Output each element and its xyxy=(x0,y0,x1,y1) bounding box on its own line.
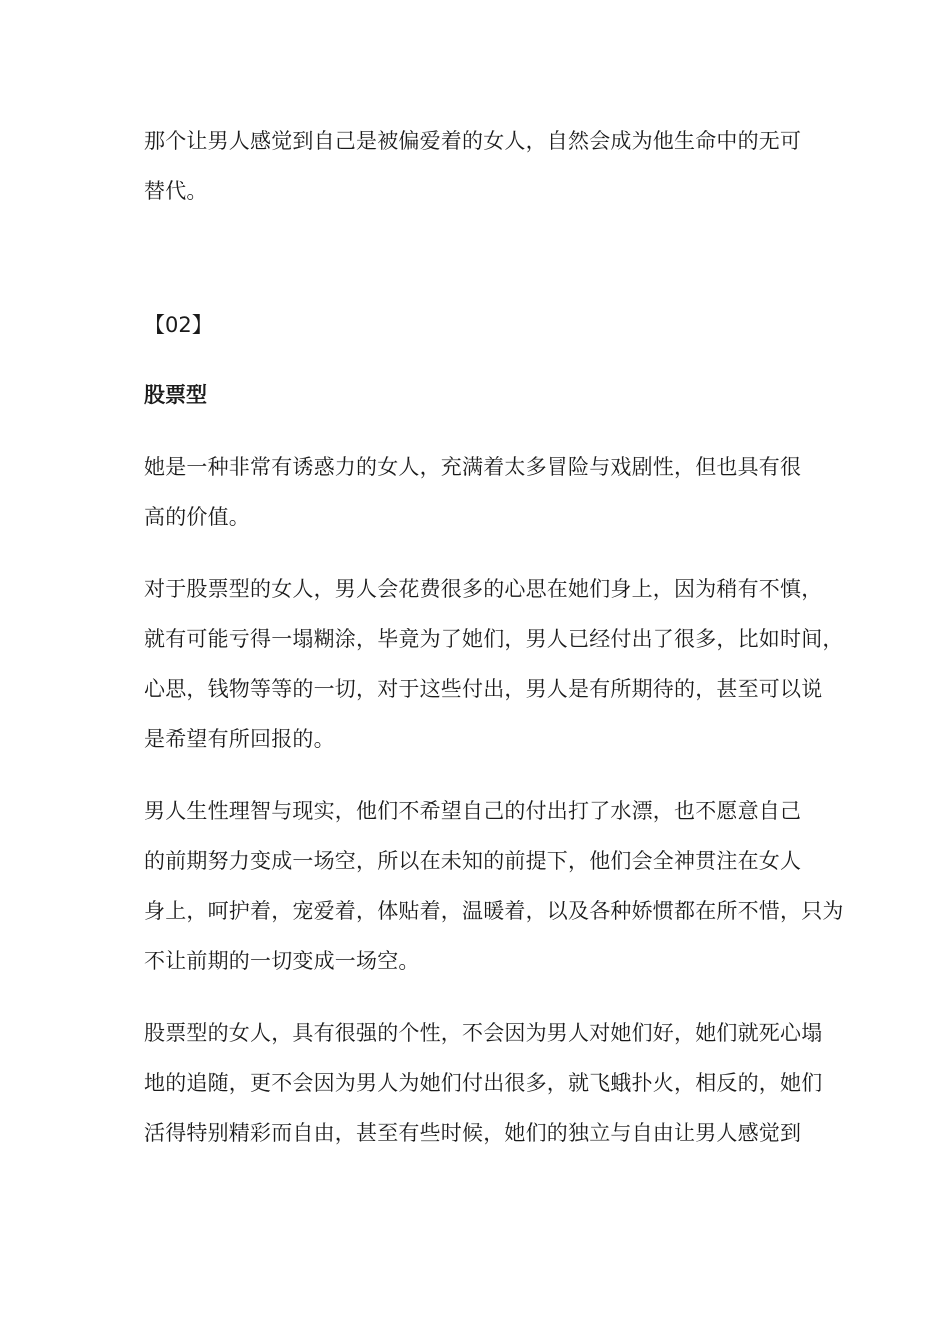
text-line: 对于股票型的女人，男人会花费很多的心思在她们身上，因为稍有不慎， xyxy=(144,577,823,601)
paragraph-intro xyxy=(144,116,812,216)
text-line: 男人生性理智与现实，他们不希望自己的付出打了水漂，也不愿意自己 xyxy=(144,799,802,823)
text-line: 是希望有所回报的。 xyxy=(144,727,335,751)
paragraph-1 xyxy=(144,442,812,542)
text-line: 活得特别精彩而自由，甚至有些时候，她们的独立与自由让男人感觉到 xyxy=(144,1121,802,1145)
text-line: 那个让男人感觉到自己是被偏爱着的女人，自然会成为他生命中的无可 xyxy=(144,129,802,153)
text-line: 地的追随，更不会因为男人为她们付出很多，就飞蛾扑火，相反的，她们 xyxy=(144,1071,823,1095)
paragraph-2 xyxy=(144,564,844,764)
text-line: 股票型的女人，具有很强的个性，不会因为男人对她们好，她们就死心塌 xyxy=(144,1021,823,1045)
text-line: 身上，呵护着，宠爱着，体贴着，温暖着，以及各种娇惯都在所不惜，只为 xyxy=(144,899,844,923)
paragraph-3 xyxy=(144,786,844,986)
section-title: 股票型 xyxy=(144,383,207,407)
paragraph-4 xyxy=(144,1008,823,1158)
section-number: 【02】 xyxy=(144,313,213,337)
text-line: 她是一种非常有诱惑力的女人，充满着太多冒险与戏剧性，但也具有很 xyxy=(144,455,802,479)
article-body xyxy=(144,116,844,1158)
text-line: 高的价值。 xyxy=(144,505,250,529)
text-line: 替代。 xyxy=(144,179,208,203)
text-line: 心思，钱物等等的一切，对于这些付出，男人是有所期待的，甚至可以说 xyxy=(144,677,823,701)
text-line: 不让前期的一切变成一场空。 xyxy=(144,949,420,973)
text-line: 的前期努力变成一场空，所以在未知的前提下，他们会全神贯注在女人 xyxy=(144,849,802,873)
text-line: 就有可能亏得一塌糊涂，毕竟为了她们，男人已经付出了很多，比如时间， xyxy=(144,627,844,651)
